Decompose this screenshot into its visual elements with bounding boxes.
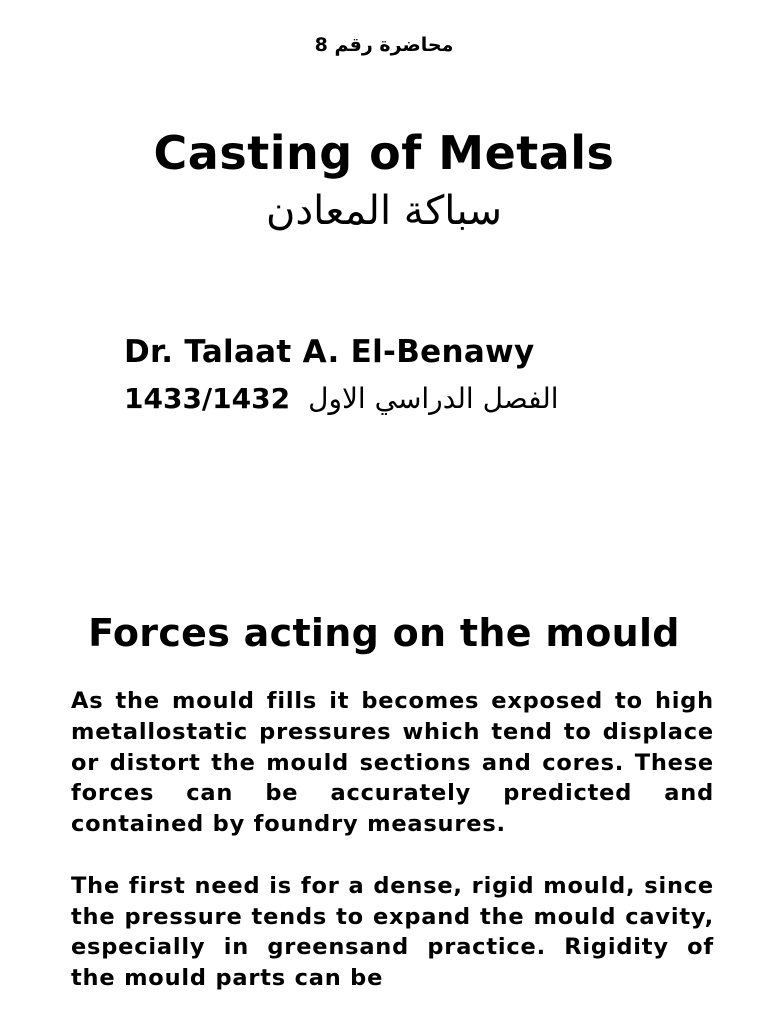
author-name: Dr. Talaat A. El-Benawy bbox=[124, 334, 535, 370]
paragraph: As the mould fills it becomes exposed to high metallostatic pressures which tend to displace or distort the mould sections and cores. These forces can be accurately predicted and contained by foundry measures. bbox=[71, 688, 714, 838]
page-title: Casting of Metals bbox=[153, 126, 615, 180]
body-text bbox=[71, 686, 714, 994]
page-title-arabic: سباكة المعادن bbox=[265, 188, 503, 234]
academic-year: 1433/1432 bbox=[124, 382, 291, 415]
lecture-number: محاضرة رقم 8 bbox=[314, 34, 454, 56]
section-heading: Forces acting on the mould bbox=[88, 611, 680, 655]
semester-line bbox=[124, 382, 559, 415]
semester-arabic: الفصل الدراسي الاول bbox=[308, 382, 559, 415]
paragraph: The first need is for a dense, rigid mould, since the pressure tends to expand the mould cavity, especially in greensand practice. Rigidity of the mould parts can be bbox=[71, 872, 714, 992]
